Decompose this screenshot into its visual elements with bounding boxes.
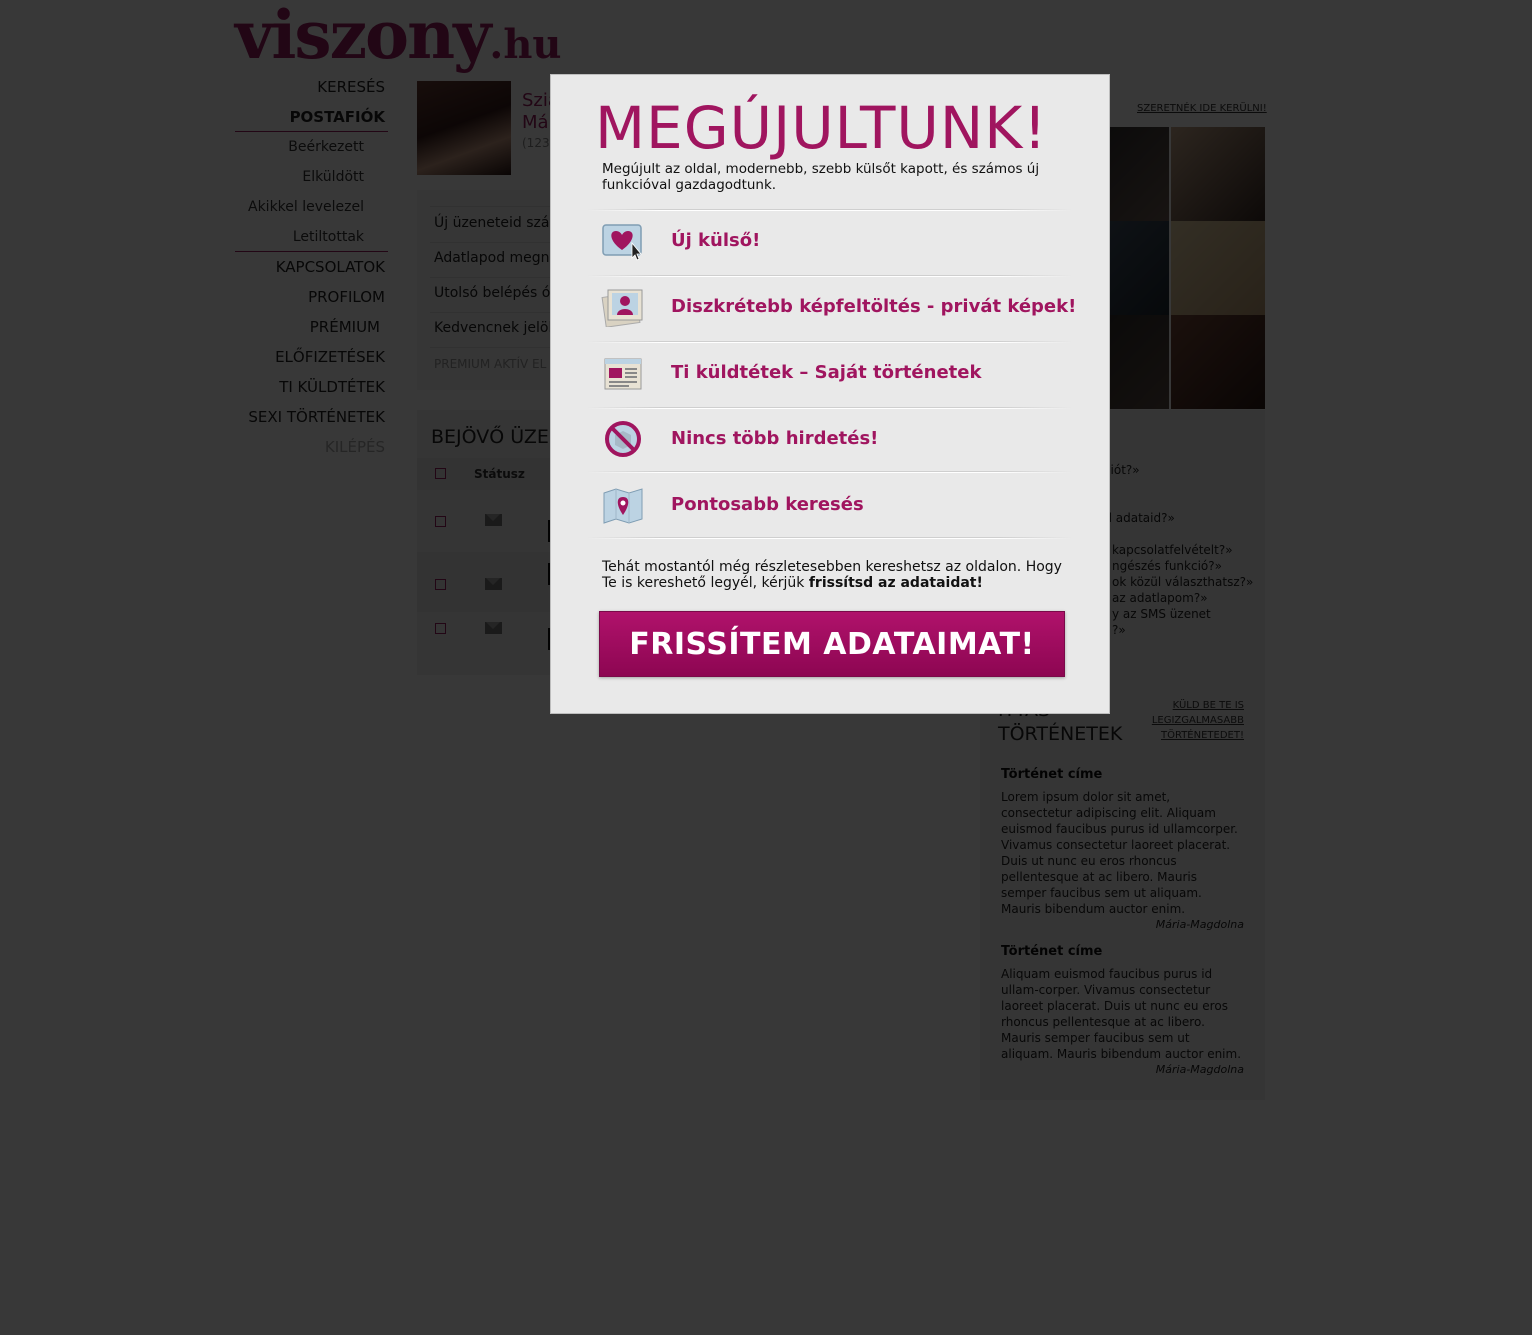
feature-item <box>601 415 1071 463</box>
modal-title: MEGÚJULTUNK! <box>595 94 1048 162</box>
no-ads-icon <box>601 419 645 459</box>
feature-item <box>601 217 1071 265</box>
feature-item <box>601 349 1071 397</box>
outro-emphasis: frissítsd az adataidat! <box>808 575 983 591</box>
map-pin-icon <box>601 485 645 525</box>
private-photo-icon <box>601 287 645 327</box>
divider <box>587 209 1072 210</box>
feature-label: Pontosabb keresés <box>671 494 864 515</box>
divider <box>587 407 1072 408</box>
update-profile-button[interactable]: FRISSÍTEM ADATAIMAT! <box>599 611 1065 677</box>
announcement-modal <box>550 74 1110 714</box>
divider <box>587 275 1072 276</box>
modal-intro: Megújult az oldal, modernebb, szebb külsőt kapott, és számos új funkcióval gazdagodtunk. <box>602 161 1040 193</box>
divider <box>587 341 1072 342</box>
feature-label: Diszkrétebb képfeltöltés - privát képek! <box>671 296 1077 317</box>
feature-item <box>601 283 1077 331</box>
feature-label: Új külső! <box>671 230 761 251</box>
story-document-icon <box>601 353 645 393</box>
heart-cursor-icon <box>601 221 645 261</box>
feature-label: Nincs több hirdetés! <box>671 428 879 449</box>
feature-item <box>601 481 1071 529</box>
outro-text: Tehát mostantól még részletesebben kereshetsz az oldalon. Hogy Te is kereshető legyél, kérjük <box>602 559 1062 591</box>
divider <box>587 471 1072 472</box>
modal-outro <box>602 559 1072 591</box>
divider <box>587 537 1072 538</box>
feature-label: Ti küldtétek – Saját történetek <box>671 362 982 383</box>
